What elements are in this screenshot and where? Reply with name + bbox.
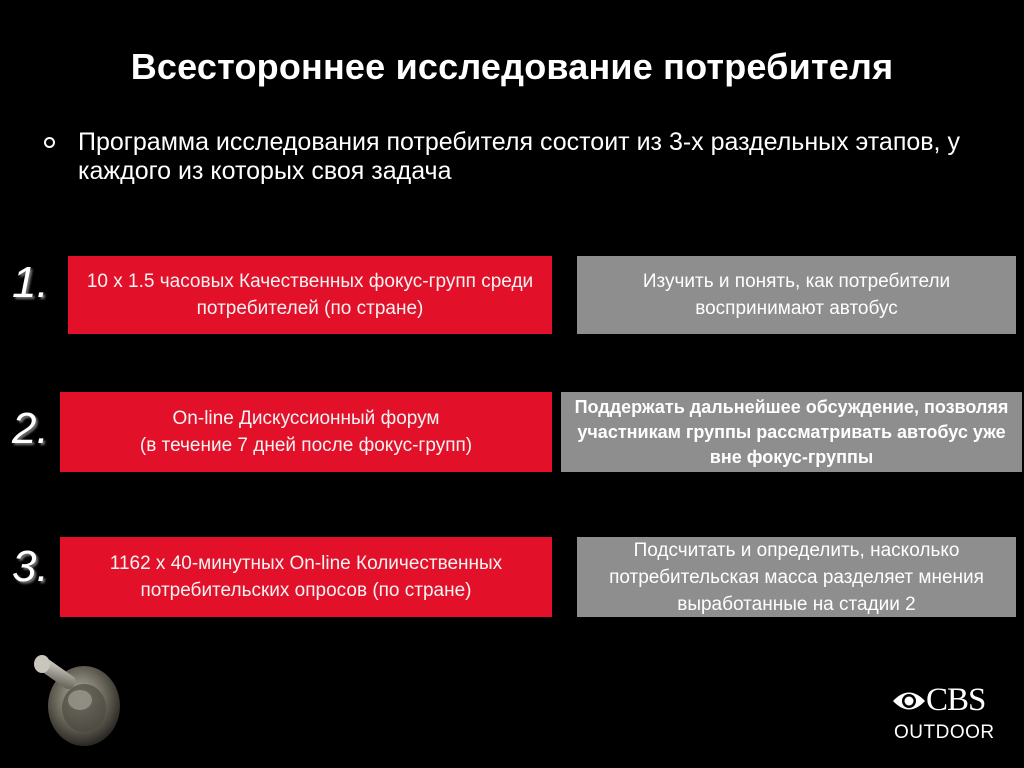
pushpin-icon xyxy=(26,648,126,748)
stage-2-method-box xyxy=(60,392,552,472)
stage-3-method-text: 1162 х 40-минутных On-line Количественных потребительских опросов (по стране) xyxy=(109,553,503,601)
stage-2-number: 2. xyxy=(12,404,49,453)
intro-bullet-text: Программа исследования потребителя состоит из 3-х раздельных этапов, у каждого из которых своя задача xyxy=(78,128,960,185)
slide-title: Всестороннее исследование потребителя xyxy=(130,46,894,87)
stage-3-method-box xyxy=(60,537,552,617)
stage-3-goal-text: Подсчитать и определить, насколько потребительская масса разделяет мнения выработанные на стадии 2 xyxy=(609,539,984,615)
stage-1-method-box xyxy=(68,256,552,334)
stage-1-goal-text: Изучить и понять, как потребители воспринимают автобус xyxy=(642,271,951,319)
stage-2-method-line1: On-line Дискуссионный форум xyxy=(172,408,440,429)
stage-2-method-line2: (в течение 7 дней после фокус-групп) xyxy=(139,435,473,456)
stage-2-goal-text: Поддержать дальнейшее обсуждение, позволяя участникам группы рассматривать автобус уже вне фокус-группы xyxy=(574,396,1009,467)
stage-1-goal-box xyxy=(577,256,1016,334)
stage-1-method-text: 10 х 1.5 часовых Качественных фокус-групп среди потребителей (по стране) xyxy=(86,271,534,319)
stage-1-number: 1. xyxy=(12,258,49,307)
cbs-eye-icon xyxy=(892,688,926,714)
logo-brand: CBS xyxy=(926,682,986,718)
hollow-circle-bullet-icon xyxy=(44,137,55,148)
stage-3-number: 3. xyxy=(12,542,49,591)
logo-subtitle: OUTDOOR xyxy=(894,722,995,743)
stage-2-goal-box xyxy=(561,392,1022,472)
intro-bullet xyxy=(40,128,980,186)
stage-3-goal-box xyxy=(577,537,1016,617)
cbs-outdoor-logo xyxy=(890,684,1002,748)
